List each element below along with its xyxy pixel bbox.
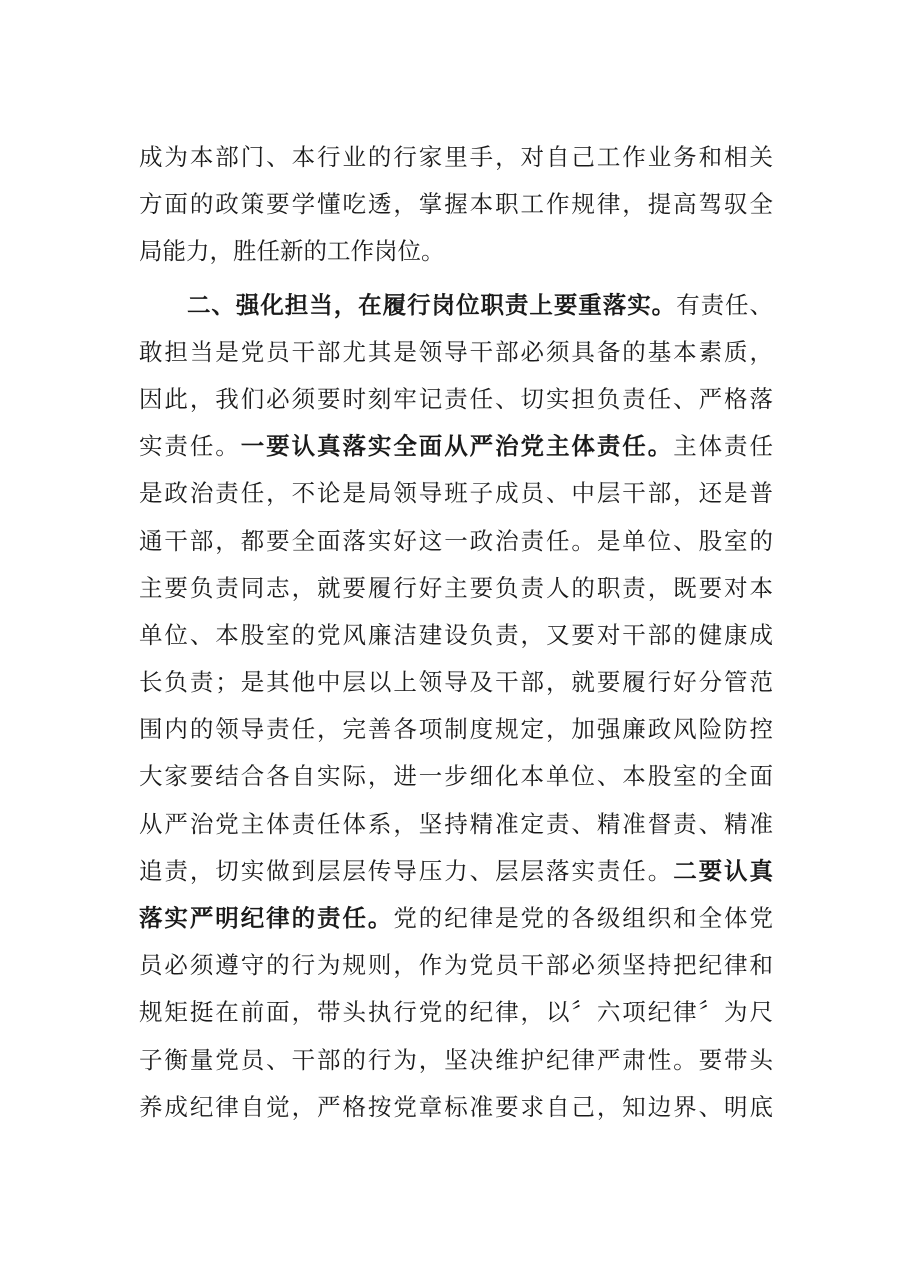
text-line: 方面的政策要学懂吃透，掌握本职工作规律，提高驾驭全 <box>139 190 773 219</box>
text-line: 敢担当是党员干部尤其是领导干部必须具备的基本素质， <box>139 337 773 366</box>
text-line: 员必须遵守的行为规则，作为党员干部必须坚持把纪律和 <box>139 951 773 980</box>
text-run: 主体责任 <box>673 432 773 461</box>
document-body <box>139 134 773 1131</box>
section-heading: 二、强化担当，在履行岗位职责上要重落实。 <box>186 290 677 319</box>
text-line: 通干部，都要全面落实好这一政治责任。是单位、股室的 <box>139 526 773 555</box>
text-run: 有责任、 <box>676 290 773 319</box>
text-line: 从严治党主体责任体系，坚持精准定责、精准督责、精准 <box>139 809 773 838</box>
text-line <box>139 423 773 470</box>
text-line: 因此，我们必须要时刻牢记责任、切实担负责任、严格落 <box>139 384 773 413</box>
paragraph-1 <box>139 134 773 276</box>
text-run: 追责，切实做到层层传导压力、层层落实责任。 <box>139 856 674 885</box>
text-line: 大家要结合各自实际，进一步细化本单位、本股室的全面 <box>139 762 773 791</box>
text-line <box>139 895 773 942</box>
text-run: 实责任。 <box>139 432 241 461</box>
text-line: 单位、本股室的党风廉洁建设负责，又要对干部的健康成 <box>139 620 773 649</box>
paragraph-2 <box>139 282 773 1131</box>
text-line: 局能力，胜任新的工作岗位。 <box>139 237 445 266</box>
text-line: 主要负责同志，就要履行好主要负责人的职责，既要对本 <box>139 573 773 602</box>
bold-phrase: 一要认真落实全面从严治党主体责任。 <box>240 432 674 461</box>
text-line <box>139 282 773 329</box>
text-line: 成为本部门、本行业的行家里手，对自己工作业务和相关 <box>139 143 773 171</box>
text-line <box>139 848 773 895</box>
text-line: 养成纪律自觉，严格按党章标准要求自己，知边界、明底 <box>139 1092 773 1121</box>
text-line: 规矩挺在前面，带头执行党的纪律，以〞六项纪律〞为尺 <box>139 998 773 1027</box>
text-line: 是政治责任，不论是局领导班子成员、中层干部，还是普 <box>139 479 773 508</box>
text-run: 党的纪律是党的各级组织和全体党 <box>393 904 773 932</box>
text-line: 子衡量党员、干部的行为，坚决维护纪律严肃性。要带头 <box>139 1045 773 1074</box>
bold-phrase: 落实严明纪律的责任。 <box>139 904 394 932</box>
text-line: 长负责；是其他中层以上领导及干部，就要履行好分管范 <box>139 668 773 697</box>
text-line: 围内的领导责任，完善各项制度规定，加强廉政风险防控 <box>139 715 773 744</box>
bold-phrase: 二要认真 <box>673 856 773 885</box>
